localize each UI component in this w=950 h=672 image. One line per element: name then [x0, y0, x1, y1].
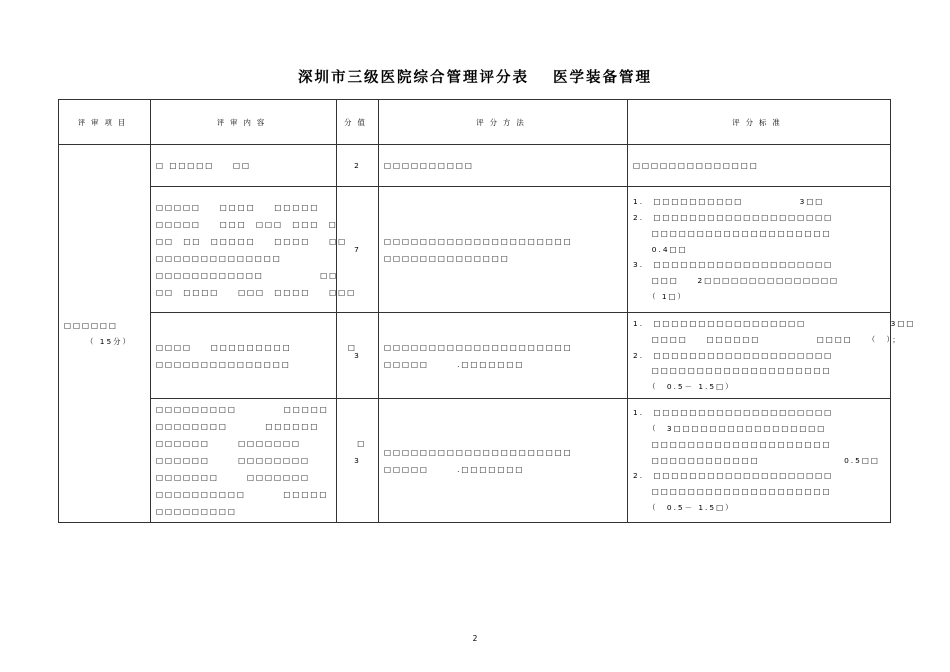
method-cell	[379, 313, 628, 399]
criteria-cell	[628, 313, 916, 399]
content-line: □□□□□□□□□	[156, 507, 237, 516]
category-cell	[59, 145, 151, 523]
content-cell	[151, 399, 367, 523]
criteria-line: （ 1□）	[633, 291, 687, 301]
score-cell: 3	[337, 313, 379, 399]
table-header-row	[59, 100, 891, 145]
criteria-cell	[628, 145, 891, 187]
method-line: □□□□□ .□□□□□□□	[384, 359, 525, 369]
criteria-line: 2. □□□□□□□□□□□□□□□□□□□□	[633, 471, 834, 481]
content-line: □□ □□ □□□□□ □□□□ □□	[156, 236, 348, 246]
table-row	[59, 187, 891, 313]
content-line: □□□□□□□□ □□□□□□	[156, 422, 320, 431]
content-line: □□□□□□□□□ □□□□□	[156, 405, 329, 414]
criteria-line: （ 0.5－ 1.5□）	[633, 502, 735, 512]
header-item: 评审项目	[59, 100, 151, 145]
header-score: 分值	[337, 100, 379, 145]
criteria-line: 0.4□□	[633, 244, 688, 254]
content-line: □□□□□ □□□□ □□□□□	[156, 202, 320, 212]
scoring-table	[58, 99, 916, 523]
method-line: □□□□□□□□□□□□□□	[384, 253, 510, 263]
content-line: □□□□□□ □□□□□□□□	[156, 456, 310, 465]
content-line: □□□□□□□□□□□□ □□	[156, 270, 339, 280]
method-cell	[379, 399, 628, 523]
category-line: □□□□□□	[64, 320, 118, 330]
page-number: 2	[472, 634, 478, 643]
table-row	[59, 399, 891, 523]
criteria-line: （ 3□□□□□□□□□□□□□□□□□	[633, 424, 827, 433]
content-line: □□□□□□□□□□ □□□□□	[156, 490, 329, 499]
content-line: □□□□□□ □□□□□□□ □	[156, 439, 367, 448]
content-cell	[151, 145, 337, 187]
table-row	[59, 145, 891, 187]
criteria-line: □□□□□□□□□□□□□□□□□□□□	[633, 439, 832, 449]
method-line: □□□□□ .□□□□□□□	[384, 464, 525, 474]
criteria-line: □□□□ □□□□□□ □□□□ （ ）；	[633, 334, 902, 344]
method-cell	[379, 145, 628, 187]
criteria-cell	[628, 187, 891, 313]
content-line: □□□□□□□□□□□□□□□	[156, 359, 291, 369]
title-main: 深圳市三级医院综合管理评分表	[298, 69, 529, 86]
content-line: □□□□ □□□□□□□□□ □	[156, 342, 357, 352]
method-line: □□□□□□□□□□□□□□□□□□□□□	[384, 236, 573, 246]
criteria-line: □□□ 2□□□□□□□□□□□□□□□	[633, 276, 839, 286]
criteria-line: □□□□□□□□□□□□□□□□□□□□	[633, 487, 832, 497]
criteria-line: □□□□□□□□□□□□ 0.5□□	[633, 455, 880, 465]
criteria-line: □□□□□□□□□□□□□□	[633, 161, 759, 170]
criteria-line: 2. □□□□□□□□□□□□□□□□□□□□	[633, 350, 834, 360]
content-line: □□□□□□□□□□□□□□	[156, 253, 282, 263]
content-cell	[151, 313, 357, 399]
content-line: □□□□□□□ □□□□□□□	[156, 473, 310, 482]
criteria-line: 1. □□□□□□□□□□□□□□□□□□□□	[633, 408, 834, 418]
score-cell: 3	[337, 399, 379, 523]
header-method: 评分方法	[379, 100, 628, 145]
criteria-line: 3. □□□□□□□□□□□□□□□□□□□□	[633, 260, 834, 270]
criteria-line: □□□□□□□□□□□□□□□□□□□□	[633, 228, 832, 238]
criteria-line: （ 0.5－ 1.5□）	[633, 382, 735, 392]
method-cell	[379, 187, 628, 313]
criteria-line: □□□□□□□□□□□□□□□□□□□□	[633, 366, 832, 376]
page-title	[0, 66, 950, 87]
content-line: □□ □□□□ □□□ □□□□ □□□	[156, 287, 357, 297]
criteria-cell	[628, 399, 891, 523]
criteria-line: 1. □□□□□□□□□□ 3□□	[633, 197, 825, 207]
score-cell: 7	[337, 187, 379, 313]
criteria-line: 1. □□□□□□□□□□□□□□□□□ 3□□	[633, 319, 916, 328]
method-line: □□□□□□□□□□	[384, 161, 474, 170]
header-content: 评审内容	[151, 100, 337, 145]
title-section: 医学装备管理	[553, 69, 652, 86]
method-line: □□□□□□□□□□□□□□□□□□□□□	[384, 342, 573, 352]
content-line: □□□□□ □□□ □□□ □□□ □	[156, 219, 338, 229]
content-cell	[151, 187, 357, 313]
category-line: （ 15分）	[86, 336, 132, 346]
method-line: □□□□□□□□□□□□□□□□□□□□□	[384, 447, 573, 457]
header-criteria: 评分标准	[628, 100, 891, 145]
content-line: □ □□□□□ □□	[156, 161, 251, 170]
score-cell: 2	[337, 145, 379, 187]
criteria-line: 2. □□□□□□□□□□□□□□□□□□□□	[633, 213, 834, 222]
table-row	[59, 313, 891, 399]
